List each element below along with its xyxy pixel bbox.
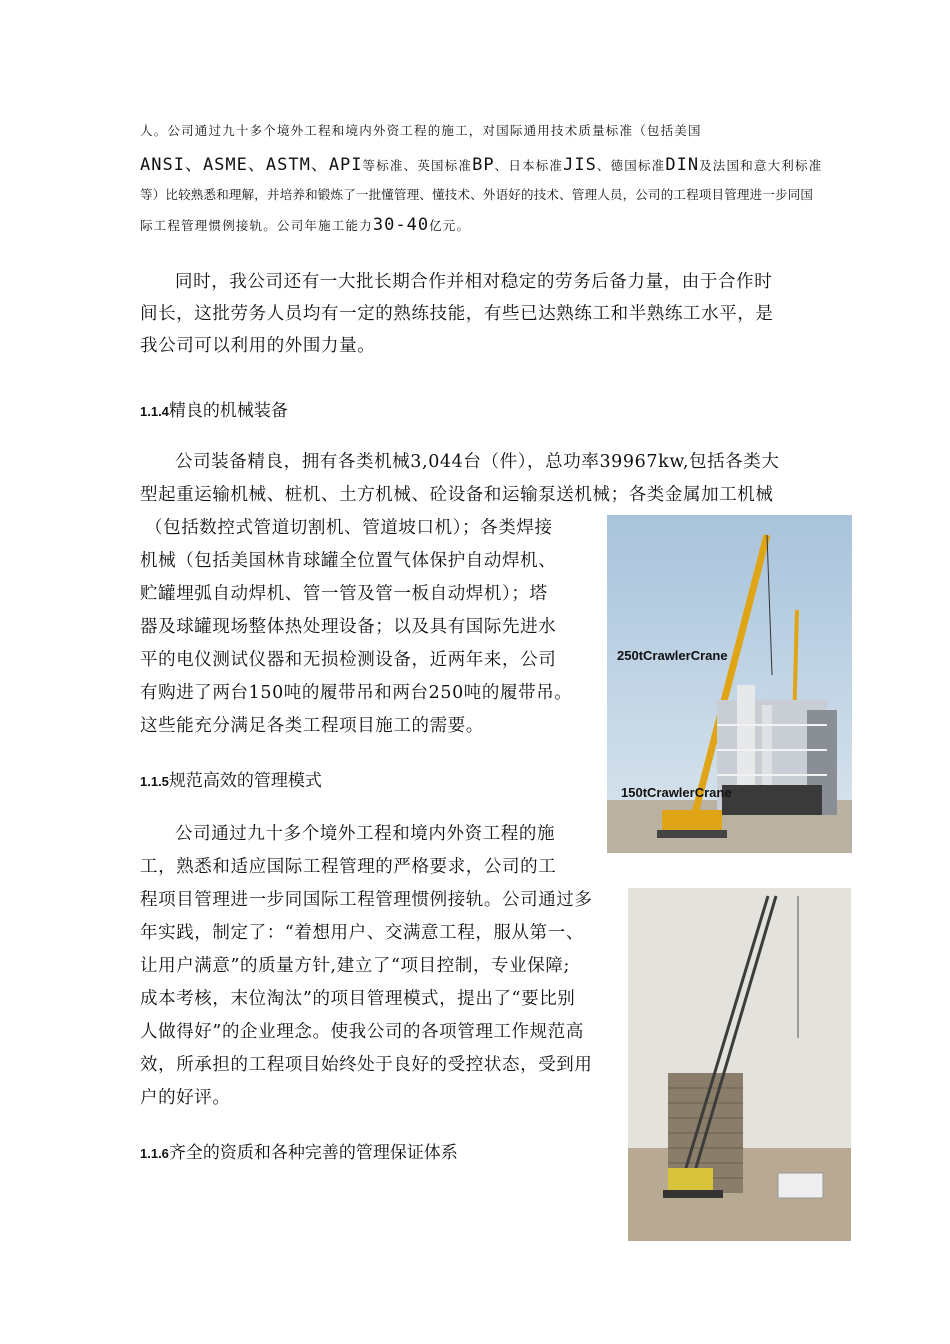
text-line: 有购进了两台150吨的履带吊和两台250吨的履带吊。: [140, 683, 573, 703]
text-line: 户的好评。: [140, 1088, 231, 1108]
text-line: 型起重运输机械、桩机、土方机械、砼设备和运输泵送机械；各类金属加工机械: [140, 485, 774, 505]
text-line: 成本考核，末位淘汰”的项目管理模式，提出了“要比别: [140, 989, 576, 1009]
text-line: 我公司可以利用的外围力量。: [140, 336, 376, 356]
text-line: 间长，这批劳务人员均有一定的熟练技能，有些已达熟练工和半熟练工水平，是: [140, 304, 774, 324]
text-line: 人做得好”的企业理念。使我公司的各项管理工作规范高: [140, 1022, 584, 1042]
text-line: 贮罐埋弧自动焊机、管一管及管一板自动焊机）；塔: [140, 584, 548, 604]
text-line: 公司装备精良，拥有各类机械3,044台（件），总功率39967kw,包括各类大: [175, 452, 780, 472]
crawler-crane-photo: [607, 515, 852, 853]
photo-caption: 250tCrawlerCrane: [617, 648, 728, 663]
text-line: ANSI、ASME、ASTM、API等标准、英国标准BP、日本标准JIS、德国标准DIN及法国和意大利标准: [140, 155, 823, 175]
text-line: 同时，我公司还有一大批长期合作并相对稳定的劳务后备力量，由于合作时: [175, 272, 773, 292]
crane-site-photo: [628, 888, 851, 1241]
text-line: 等）比较熟悉和理解，并培养和锻炼了一批懂管理、懂技术、外语好的技术、管理人员，公司的工程项目管理进一步同国: [140, 187, 814, 202]
text-line: 年实践，制定了：“着想用户、交满意工程，服从第一、: [140, 923, 584, 943]
text-line: 际工程管理惯例接轨。公司年施工能力30-40亿元。: [140, 215, 471, 235]
text-line: 工，熟悉和适应国际工程管理的严格要求，公司的工: [140, 857, 557, 877]
text-line: （包括数控式管道切割机、管道坡口机）；各类焊接: [145, 518, 553, 538]
text-line: 这些能充分满足各类工程项目施工的需要。: [140, 716, 484, 736]
text-line: 程项目管理进一步同国际工程管理惯例接轨。公司通过多: [140, 890, 593, 910]
text-line: 机械（包括美国林肯球罐全位置气体保护自动焊机、: [140, 551, 557, 571]
text-line: 公司通过九十多个境外工程和境内外资工程的施: [175, 824, 556, 844]
text-line: 效，所承担的工程项目始终处于良好的受控状态，受到用: [140, 1055, 593, 1075]
text-line: 平的电仪测试仪器和无损检测设备，近两年来，公司: [140, 650, 557, 670]
section-heading: 1.1.6齐全的资质和各种完善的管理保证体系: [140, 1143, 458, 1163]
text-line: 器及球罐现场整体热处理设备；以及具有国际先进水: [140, 617, 557, 637]
photo-caption: 150tCrawlerCrane: [621, 785, 732, 800]
text-line: 人。公司通过九十多个境外工程和境内外资工程的施工，对国际通用技术质量标准（包括美国: [140, 123, 702, 138]
section-heading: 1.1.4精良的机械装备: [140, 401, 288, 421]
section-heading: 1.1.5规范高效的管理模式: [140, 771, 322, 791]
text-line: 让用户满意”的质量方针,建立了“项目控制，专业保障;: [140, 956, 570, 976]
